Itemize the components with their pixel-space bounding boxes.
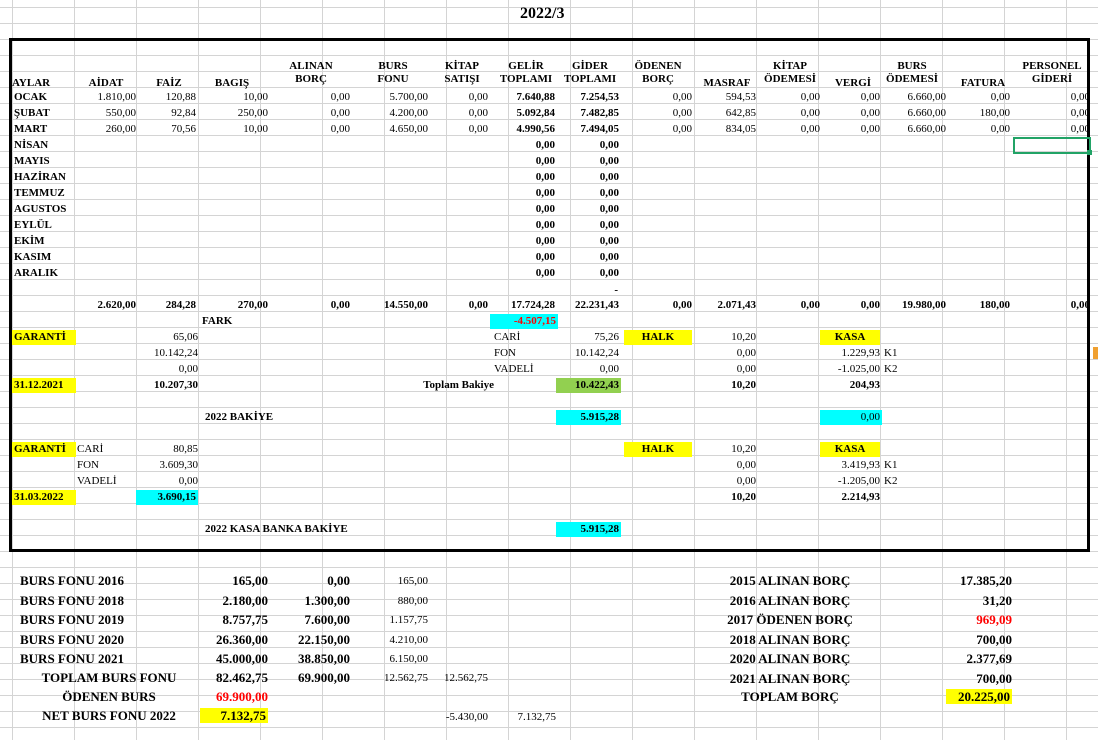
month-cell-personel[interactable]: 0,00 — [1070, 91, 1090, 103]
month-cell-kitap[interactable]: 0,00 — [468, 91, 488, 103]
burs-fonu-a[interactable]: 8.757,75 — [222, 612, 268, 627]
sheet-title: 2022/3 — [520, 5, 565, 22]
month-cell-gider[interactable]: 0,00 — [599, 267, 619, 279]
fon-val-1: 10.142,24 — [575, 347, 619, 359]
halk-total-2[interactable]: 10,20 — [731, 491, 756, 503]
borc-label: 2020 ALINAN BORÇ — [729, 651, 851, 666]
header-kitap-satisi: KİTAP SATIŞI — [444, 60, 480, 85]
halk-label-1: HALK — [624, 330, 692, 345]
month-cell-alinan[interactable]: 0,00 — [330, 91, 350, 103]
burs-fonu-c[interactable]: 6.150,00 — [389, 653, 428, 665]
total-gelir: 17.724,28 — [511, 299, 555, 311]
burs-fonu-c[interactable]: 165,00 — [397, 575, 428, 587]
total-vergi: 0,00 — [860, 299, 880, 311]
month-cell-fatura[interactable]: 180,00 — [979, 107, 1010, 119]
halk-total-1: 10,20 — [731, 379, 756, 391]
month-cell-gelir[interactable]: 0,00 — [535, 235, 555, 247]
header-burs-fonu: BURS FONU — [377, 60, 409, 85]
burs-fonu-label: BURS FONU 2021 — [20, 651, 125, 666]
halk-val-2c: 0,00 — [736, 475, 756, 487]
vadeli-label-2: VADELİ — [77, 475, 117, 487]
toplam-bakiye-value[interactable]: 10.422,43 — [556, 378, 621, 393]
net-burs-d: -5.430,00 — [445, 711, 488, 723]
month-cell-gelir[interactable]: 0,00 — [535, 187, 555, 199]
kasa-val-2a: 3.419,93 — [841, 459, 880, 471]
total-bagis: 270,00 — [237, 299, 268, 311]
burs-fonu-a[interactable]: 2.180,00 — [222, 592, 268, 608]
kasa-tag-2b: K2 — [884, 475, 898, 487]
bakiye-2022-value[interactable]: 5.915,28 — [556, 410, 621, 425]
month-cell-kitap-od[interactable]: 0,00 — [800, 107, 820, 119]
halk-val-2b: 0,00 — [736, 459, 756, 471]
total-kitap: 0,00 — [468, 299, 488, 311]
header-vergi: VERGİ — [834, 77, 872, 89]
month-cell-odenen[interactable]: 0,00 — [672, 91, 692, 103]
garanti-label-2: GARANTİ — [12, 442, 76, 457]
burs-fonu-c[interactable]: 1.157,75 — [389, 614, 428, 626]
burs-fonu-b[interactable]: 1.300,00 — [304, 592, 350, 608]
month-label: KASIM — [14, 251, 52, 263]
total-burs-odemesi: 19.980,00 — [902, 299, 946, 311]
month-cell-gider[interactable]: 7.494,05 — [580, 123, 619, 135]
month-label: EYLÜL — [14, 219, 52, 231]
kasa-tag-1b: K2 — [884, 363, 898, 375]
date-1: 31.12.2021 — [12, 378, 76, 393]
borc-value[interactable]: 969,09 — [976, 612, 1012, 627]
kasa-banka-value[interactable]: 5.915,28 — [556, 522, 621, 537]
header-aidat: AİDAT — [88, 77, 124, 89]
halk-val-1b: 0,00 — [736, 347, 756, 359]
net-burs-e: 7.132,75 — [517, 711, 556, 723]
garanti-label-1: GARANTİ — [12, 330, 76, 345]
odenen-burs-label: ÖDENEN BURS — [62, 689, 156, 704]
month-cell-gelir[interactable]: 5.092,84 — [516, 107, 555, 119]
header-bagis: BAGIŞ — [214, 77, 250, 89]
header-burs-odemesi: BURS ÖDEMESİ — [886, 60, 938, 85]
borc-value[interactable]: 17.385,20 — [960, 573, 1012, 588]
month-cell-alinan[interactable]: 0,00 — [330, 123, 350, 135]
month-label: OCAK — [14, 91, 47, 103]
header-personel-gideri: PERSONEL GİDERİ — [1022, 60, 1082, 85]
month-cell-fatura[interactable]: 0,00 — [990, 91, 1010, 103]
burs-fonu-b[interactable]: 38.850,00 — [298, 651, 350, 666]
month-cell-gider[interactable]: 0,00 — [599, 139, 619, 151]
kasa-val-2b: -1.205,00 — [837, 475, 880, 487]
cari-label-1: CARİ — [494, 331, 521, 343]
total-kitap-odemesi: 0,00 — [800, 299, 820, 311]
garanti-val-2a: 80,85 — [173, 443, 198, 455]
month-cell-aidat[interactable]: 550,00 — [105, 107, 136, 119]
burs-fonu-label: BURS FONU 2016 — [20, 573, 125, 588]
month-cell-gelir[interactable]: 7.640,88 — [516, 91, 555, 103]
borc-label: 2016 ALINAN BORÇ — [729, 592, 851, 608]
month-cell-kitap[interactable]: 0,00 — [468, 123, 488, 135]
header-fatura: FATURA — [960, 77, 1006, 89]
total-personel: 0,00 — [1070, 299, 1090, 311]
fark-value[interactable]: -4.507,15 — [490, 314, 558, 329]
header-odenen-borc: ÖDENEN BORÇ — [634, 60, 682, 85]
month-cell-gelir[interactable]: 0,00 — [535, 155, 555, 167]
month-cell-gelir[interactable]: 0,00 — [535, 171, 555, 183]
total-odenen: 0,00 — [672, 299, 692, 311]
kasa-val-1b: -1.025,00 — [837, 363, 880, 375]
month-cell-vergi[interactable]: 0,00 — [860, 91, 880, 103]
fill-handle[interactable] — [1087, 150, 1092, 155]
garanti-val-2b: 3.609,30 — [159, 459, 198, 471]
total-aidat: 2.620,00 — [97, 299, 136, 311]
month-cell-masraf[interactable]: 642,85 — [725, 107, 756, 119]
month-cell-faiz[interactable]: 120,88 — [165, 91, 196, 103]
month-cell-vergi[interactable]: 0,00 — [860, 107, 880, 119]
kasa-tag-1a: K1 — [884, 347, 898, 359]
garanti-val-1c: 0,00 — [178, 363, 198, 375]
burs-fonu-a[interactable]: 165,00 — [232, 573, 268, 588]
month-cell-fatura[interactable]: 0,00 — [990, 123, 1010, 135]
kasa-total-2[interactable]: 2.214,93 — [841, 491, 880, 503]
borc-label: 2015 ALINAN BORÇ — [729, 573, 851, 588]
garanti-val-1a: 65,06 — [173, 331, 198, 343]
header-alinan-borc: ALINAN BORÇ — [289, 60, 333, 85]
month-cell-gider[interactable]: 0,00 — [599, 155, 619, 167]
borc-value[interactable]: 31,20 — [982, 592, 1012, 608]
month-label: MAYIS — [14, 155, 50, 167]
borc-label: 2017 ÖDENEN BORÇ — [727, 612, 853, 627]
month-cell-gider[interactable]: 0,00 — [599, 187, 619, 199]
month-cell-burs-od[interactable]: 6.660,00 — [907, 123, 946, 135]
month-cell-vergi[interactable]: 0,00 — [860, 123, 880, 135]
month-cell-gelir[interactable]: 0,00 — [535, 251, 555, 263]
halk-label-2: HALK — [624, 442, 692, 457]
month-cell-gider[interactable]: 7.254,53 — [580, 91, 619, 103]
burs-fonu-c[interactable]: 880,00 — [397, 594, 428, 607]
month-label: AGUSTOS — [14, 203, 67, 215]
month-cell-odenen[interactable]: 0,00 — [672, 107, 692, 119]
fon-label-1: FON — [494, 347, 517, 359]
month-cell-faiz[interactable]: 92,84 — [171, 107, 196, 119]
burs-fonu-b[interactable]: 7.600,00 — [304, 612, 350, 627]
borc-label: 2021 ALINAN BORÇ — [729, 670, 851, 686]
burs-fonu-label: BURS FONU 2020 — [20, 631, 125, 647]
toplam-burs-d: 12.562,75 — [444, 672, 488, 684]
fark-label: FARK — [202, 315, 233, 327]
toplam-burs-label: TOPLAM BURS FONU — [41, 670, 177, 685]
halk-val-2a: 10,20 — [731, 443, 756, 455]
borc-label: 2018 ALINAN BORÇ — [729, 631, 851, 647]
dash-mark: - — [614, 284, 618, 296]
burs-fonu-a[interactable]: 45.000,00 — [216, 651, 268, 666]
kasa-total-1: 204,93 — [849, 379, 880, 391]
total-faiz: 284,28 — [165, 299, 196, 311]
kasa-label-2: KASA — [820, 442, 880, 457]
net-burs-label: NET BURS FONU 2022 — [42, 708, 176, 723]
month-cell-alinan[interactable]: 0,00 — [330, 107, 350, 119]
toplam-borc-label: TOPLAM BORÇ — [741, 689, 839, 704]
month-cell-bagis[interactable]: 10,00 — [243, 91, 268, 103]
halk-val-1a: 10,20 — [731, 331, 756, 343]
month-cell-burs-fonu[interactable]: 4.650,00 — [389, 123, 428, 135]
total-fatura: 180,00 — [979, 299, 1010, 311]
halk-val-1c: 0,00 — [736, 363, 756, 375]
fon-label-2: FON — [77, 459, 100, 471]
month-cell-gelir[interactable]: 0,00 — [535, 267, 555, 279]
bakiye-2022-label: 2022 BAKİYE — [205, 411, 274, 423]
header-aylar: AYLAR — [12, 77, 51, 89]
kasa-val-1a: 1.229,93 — [841, 347, 880, 359]
month-cell-gelir[interactable]: 0,00 — [535, 219, 555, 231]
header-masraf: MASRAF — [703, 77, 751, 89]
vadeli-val-1: 0,00 — [599, 363, 619, 375]
burs-fonu-label: BURS FONU 2018 — [20, 592, 125, 608]
vadeli-label-1: VADELİ — [494, 363, 534, 375]
total-gider: 22.231,43 — [575, 299, 619, 311]
toplam-burs-a: 82.462,75 — [216, 670, 268, 685]
cari-label-2: CARİ — [77, 443, 104, 455]
garanti-total-1: 10.207,30 — [154, 379, 198, 391]
total-burs-fonu: 14.550,00 — [384, 299, 428, 311]
toplam-burs-c: 12.562,75 — [384, 672, 428, 684]
month-cell-aidat[interactable]: 1.810,00 — [97, 91, 136, 103]
month-label: ŞUBAT — [14, 107, 50, 119]
net-burs-a[interactable]: 7.132,75 — [200, 708, 268, 723]
month-cell-burs-fonu[interactable]: 5.700,00 — [389, 91, 428, 103]
month-cell-burs-od[interactable]: 6.660,00 — [907, 91, 946, 103]
month-cell-gelir[interactable]: 4.990,56 — [516, 123, 555, 135]
burs-fonu-c[interactable]: 4.210,00 — [389, 633, 428, 646]
burs-fonu-b[interactable]: 0,00 — [327, 573, 350, 588]
odenen-burs-a: 69.900,00 — [216, 689, 268, 704]
burs-fonu-label: BURS FONU 2019 — [20, 612, 125, 627]
active-cell-selection[interactable] — [1013, 137, 1091, 154]
month-cell-gider[interactable]: 0,00 — [599, 235, 619, 247]
garanti-total-2[interactable]: 3.690,15 — [136, 490, 198, 505]
header-gider-toplami: GİDER TOPLAMI — [563, 60, 617, 85]
month-cell-bagis[interactable]: 10,00 — [243, 123, 268, 135]
garanti-val-2c: 0,00 — [178, 475, 198, 487]
month-cell-personel[interactable]: 0,00 — [1070, 107, 1090, 119]
burs-fonu-a[interactable]: 26.360,00 — [216, 631, 268, 647]
toplam-bakiye-label: Toplam Bakiye — [423, 379, 494, 391]
month-cell-gider[interactable]: 0,00 — [599, 203, 619, 215]
kasa-bakiye-value[interactable]: 0,00 — [820, 410, 882, 425]
toplam-burs-b: 69.900,00 — [298, 670, 350, 685]
month-cell-kitap-od[interactable]: 0,00 — [800, 91, 820, 103]
header-gelir-toplami: GELİR TOPLAMI — [499, 60, 553, 85]
scroll-marker — [1093, 347, 1098, 359]
month-cell-gelir[interactable]: 0,00 — [535, 203, 555, 215]
month-cell-kitap[interactable]: 0,00 — [468, 107, 488, 119]
month-cell-gider[interactable]: 0,00 — [599, 171, 619, 183]
garanti-val-1b: 10.142,24 — [154, 347, 198, 359]
header-faiz: FAİZ — [156, 77, 182, 89]
month-cell-kitap-od[interactable]: 0,00 — [800, 123, 820, 135]
header-kitap-odemesi: KİTAP ÖDEMESİ — [764, 60, 816, 85]
month-label: HAZİRAN — [14, 171, 66, 183]
month-cell-faiz[interactable]: 70,56 — [171, 123, 196, 135]
month-cell-burs-od[interactable]: 6.660,00 — [907, 107, 946, 119]
total-alinan: 0,00 — [330, 299, 350, 311]
month-cell-burs-fonu[interactable]: 4.200,00 — [389, 107, 428, 119]
month-cell-bagis[interactable]: 250,00 — [237, 107, 268, 119]
month-cell-gider[interactable]: 0,00 — [599, 251, 619, 263]
borc-value[interactable]: 700,00 — [976, 631, 1012, 647]
month-label: TEMMUZ — [14, 187, 65, 199]
date-2: 31.03.2022 — [12, 490, 76, 505]
month-cell-personel[interactable]: 0,00 — [1070, 123, 1090, 135]
toplam-borc-value[interactable]: 20.225,00 — [946, 689, 1012, 704]
month-cell-gider[interactable]: 7.482,85 — [580, 107, 619, 119]
month-label: MART — [14, 123, 48, 135]
month-cell-masraf[interactable]: 834,05 — [725, 123, 756, 135]
cari-val-1: 75,26 — [594, 331, 619, 343]
kasa-label-1: KASA — [820, 330, 880, 345]
month-label: NİSAN — [14, 139, 49, 151]
month-label: ARALIK — [14, 267, 59, 279]
month-cell-odenen[interactable]: 0,00 — [672, 123, 692, 135]
month-cell-gelir[interactable]: 0,00 — [535, 139, 555, 151]
total-masraf: 2.071,43 — [717, 299, 756, 311]
month-cell-gider[interactable]: 0,00 — [599, 219, 619, 231]
burs-fonu-b[interactable]: 22.150,00 — [298, 631, 350, 647]
month-cell-masraf[interactable]: 594,53 — [725, 91, 756, 103]
month-label: EKİM — [14, 235, 45, 247]
month-cell-aidat[interactable]: 260,00 — [105, 123, 136, 135]
borc-value[interactable]: 700,00 — [976, 670, 1012, 686]
kasa-banka-label: 2022 KASA BANKA BAKİYE — [205, 523, 348, 535]
kasa-tag-2a: K1 — [884, 459, 898, 471]
borc-value[interactable]: 2.377,69 — [966, 651, 1012, 666]
